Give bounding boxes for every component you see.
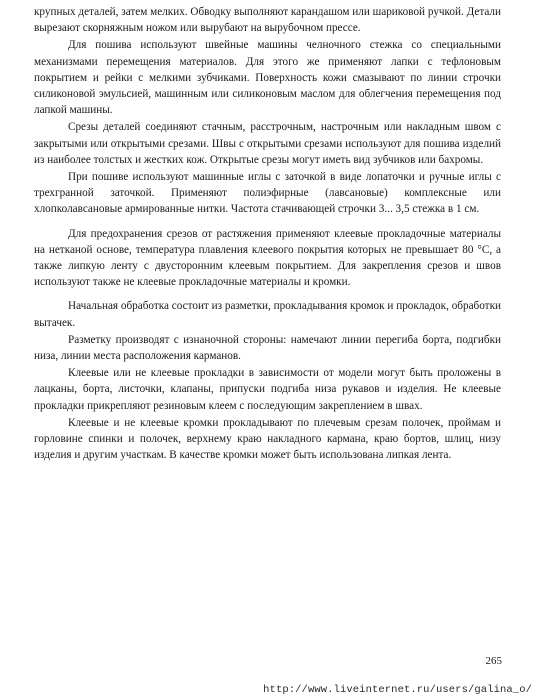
paragraph-7: Разметку производят с изнаночной стороны: намечают линии перегиба борта, подгибки низа, линии места расположения карманов. [34, 333, 501, 363]
paragraph-9: Клеевые и не клеевые кромки прокладывают по плечевым срезам полочек, проймам и горловине спинки и полочек, верхнему краю накладного кармана, краю бортов, шлиц, низу изделия и другим участкам. В качестве кромки может быть использована липкая лента. [34, 416, 501, 462]
source-url-watermark: http://www.liveinternet.ru/users/galina_o/ [263, 684, 532, 696]
page-number: 265 [485, 655, 502, 667]
paragraph-8: Клеевые или не клеевые прокладки в зависимости от модели могут быть проложены в лацканы, борта, листочки, клапаны, припуски подгиба низа рукавов и изделия. Не клеевые прокладки прикрепляют резиновым клеем с последующим закреплением в швах. [34, 367, 501, 412]
paragraph-2: Для пошива используют швейные машины челночного стежка со специальными механизмами перемещения материалов. Для этого же применяют лапки с тефлоновым покрытием и рейки с мелкими зубчиками. Поверхность кожи смазывают по линии строчки силиконовой эмульсией, машинным или силиконовым маслом для облегчения перемещения под лапкой машины. [34, 39, 501, 117]
paragraph-4: При пошиве используют машинные иглы с заточкой в виде лопаточки и ручные иглы с трехгранной заточкой. Применяют полиэфирные (лавсановые) комплексные или хлопколавсановые армированные нитки. Частота стачивающей строчки 3... 3,5 стежка в 1 см. [34, 171, 501, 216]
paragraph-3: Срезы деталей соединяют стачным, расстрочным, настрочным или накладным швом с закрытыми или открытыми срезами. Швы с открытыми срезами используют для пошива изделий из наиболее толстых и жестких кож. Открытые срезы могут иметь вид зубчиков или бахромы. [34, 121, 501, 166]
paragraph-6: Начальная обработка состоит из разметки, прокладывания кромок и прокладок, обработки вытачек. [34, 300, 501, 329]
body-text [34, 4, 501, 463]
paragraph-1: крупных деталей, затем мелких. Обводку выполняют карандашом или шариковой ручкой. Детали вырезают скорняжным ножом или вырубают на вырубочном прессе. [34, 6, 501, 35]
paragraph-5: Для предохранения срезов от растяжения применяют клеевые прокладочные материалы на нетканой основе, температура плавления клеевого покрытия которых не превышает 80 °С, а также липкую ленту с двусторонним клеевым покрытием. Для закрепления срезов и швов используют также не клеевые прокладочные материалы и кромки. [34, 227, 501, 289]
